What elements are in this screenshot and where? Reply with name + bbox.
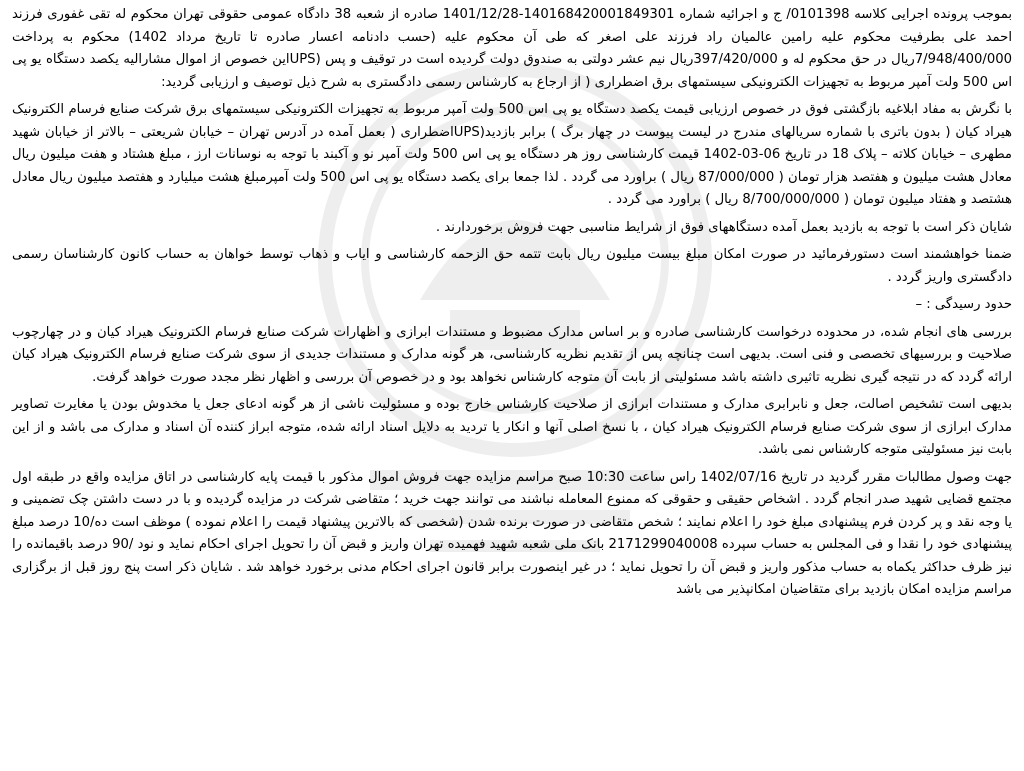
paragraph-case-intro: بموجب پرونده اجرایی کلاسه 0101398/ ج و اجرائیه شماره 140168420001849301-1401/12/28 صادره از شعبه 38 دادگاه عمومی حقوقی تهران محکوم له تقی غفوری فرزند احمد علی بطرفیت محکوم علیه رامین عالمیان راد فرزند علی اصغر که طی آن محکوم علیه (حسب دادنامه اعسار صادره تا تاریخ مرداد 1402) محکوم به پرداخت 7/948/400/000ریال در حق محکوم له و 397/420/000ریال نیم عشر دولتی به صندوق دولت گردیده است در توقیف و پس (UPSاین خصوص از اموال مشارالیه یکصد دستگاه یو پی اس 500 ولت آمپر مربوط به تجهیزات الکترونیکی سیستمهای برق اضطراری ( از ارجاع به کارشناس رسمی دادگستری به شرح ذیل توصیف و ارزیابی گردید: <box>12 7 1012 90</box>
paragraph-authenticity: بدیهی است تشخیص اصالت، جعل و نابرابری مدارک و مستندات ابرازی از صلاحیت کارشناس خارج بوده و مسئولیت ناشی از هر گونه ادعای جعل یا مخدوش بودن یا مغایرت تصاویر مدارک ابرازی از سوی شرکت صنایع فرسام الکترونیک هیراد کیان ، با نسخ اصلی آنها و انکار یا تردید به دلایل اسناد ارائه شده، متوجه ابراز کننده آن اسناد و مدارک می باشد و از این بابت نیز مسئولیتی متوجه کارشناس نمی باشد. <box>12 397 1012 457</box>
paragraph-valuation: با نگرش به مفاد ابلاغیه بازگشتی فوق در خصوص ارزیابی قیمت یکصد دستگاه یو پی اس 500 ولت آمپر مربوط به تجهیزات الکترونیکی سیستمهای برق شرکت صنایع فرسام الکترونیک هیراد کیان ( بدون باتری با شماره سریالهای مندرج در لیست پیوست در چهار برگ ) برابر بازدید(UPSاضطراری ( بعمل آمده در آدرس تهران – خیابان شریعتی – بالاتر از خیابان شهید مطهری – خیابان کلاته – پلاک 18 در تاریخ 06-03-1402 قیمت کارشناسی روز هر دستگاه یو پی اس 500 ولت آمپر نو و آکبند با توجه به نوسانات ارز ، مبلغ هشتاد و هفت میلیون ریال معادل هشت میلیون و هفتصد هزار تومان ( 87/000/000 ریال ) براورد می گردد . لذا جمعا برای یکصد دستگاه یو پی اس 500 ولت آمپرمبلغ هشت میلیارد و هفتصد میلیون ریال معادل هشتصد و هفتاد میلیون تومان ( 8/700/000/000 ریال ) براورد می گردد . <box>12 102 1013 207</box>
paragraph-scope-heading: حدود رسیدگی : – <box>915 297 1012 312</box>
paragraph-auction-terms: جهت وصول مطالبات مقرر گردید در تاریخ 1402/07/16 راس ساعت 10:30 صبح مراسم مزایده جهت فروش اموال مذکور با قیمت پایه کارشناسی در اتاق مزایده واقع در طبقه اول مجتمع قضایی شهید صدر انجام گردد . اشخاص حقیقی و حقوقی که ممنوع المعامله نباشند می توانند جهت خرید ؛ متقاضی شرکت در مزایده گردیده و با در دست داشتن چک تضمینی و یا وجه نقد و پر کردن فرم پیشنهادی مبلغ خود را اعلام نمایند ؛ شخص متقاضی در صورت برنده شدن (شخصی که بالاترین پیشنهاد قیمت را اعلام نموده ) موظف است ده/10 درصد مبلغ پیشنهادی خود را نقدا و فی المجلس به حساب سپرده 2171299040008 بانک ملی شعبه شهید فهمیده تهران واریز و قبض آن را تحویل اجرای احکام نماید و نود /90 درصد باقیمانده را نیز ظرف حداکثر یکماه به حساب مذکور واریز و قبض آن را تحویل نماید ؛ در غیر اینصورت برابر قانون اجرای احکام مدنی برخورد خواهد شد . شایان ذکر است پنج روز قبل از برگزاری مراسم مزایده امکان بازدید برای متقاضیان امکانپذیر می باشد <box>12 469 1012 597</box>
paragraph-expert-fee: ضمنا خواهشمند است دستورفرمائید در صورت امکان مبلغ بیست میلیون ریال بابت تتمه حق الزحمه کارشناسی و ایاب و ذهاب توسط خواهان به حساب کانون کارشناسان رسمی دادگستری واریز گردد . <box>12 247 1012 285</box>
paragraph-scope-details: بررسی های انجام شده، در محدوده درخواست کارشناسی صادره و بر اساس مدارک مضبوط و مستندات ابرازی و اظهارات شرکت صنایع فرسام الکترونیک هیراد کیان و در چهارچوب صلاحیت و بررسیهای تخصصی و فنی است. بدیهی است چنانچه پس از تقدیم نظریه کارشناسی، هر گونه مدارک و مستندات جدیدی از سوی شرکت صنایع فرسام الکترونیک هیراد کیان ارائه گردد که در نتیجه گیری نظریه تاثیری داشته باشد مسئولیتی از بابت آن متوجه کارشناس نخواهد بود و در خصوص آن بررسی و اظهار نظر مجدد صورت خواهد گرفت. <box>12 324 1012 385</box>
paragraph-condition-note: شایان ذکر است با توجه به بازدید بعمل آمده دستگاههای فوق از شرایط مناسبی جهت فروش برخوردارند . <box>435 219 1012 235</box>
